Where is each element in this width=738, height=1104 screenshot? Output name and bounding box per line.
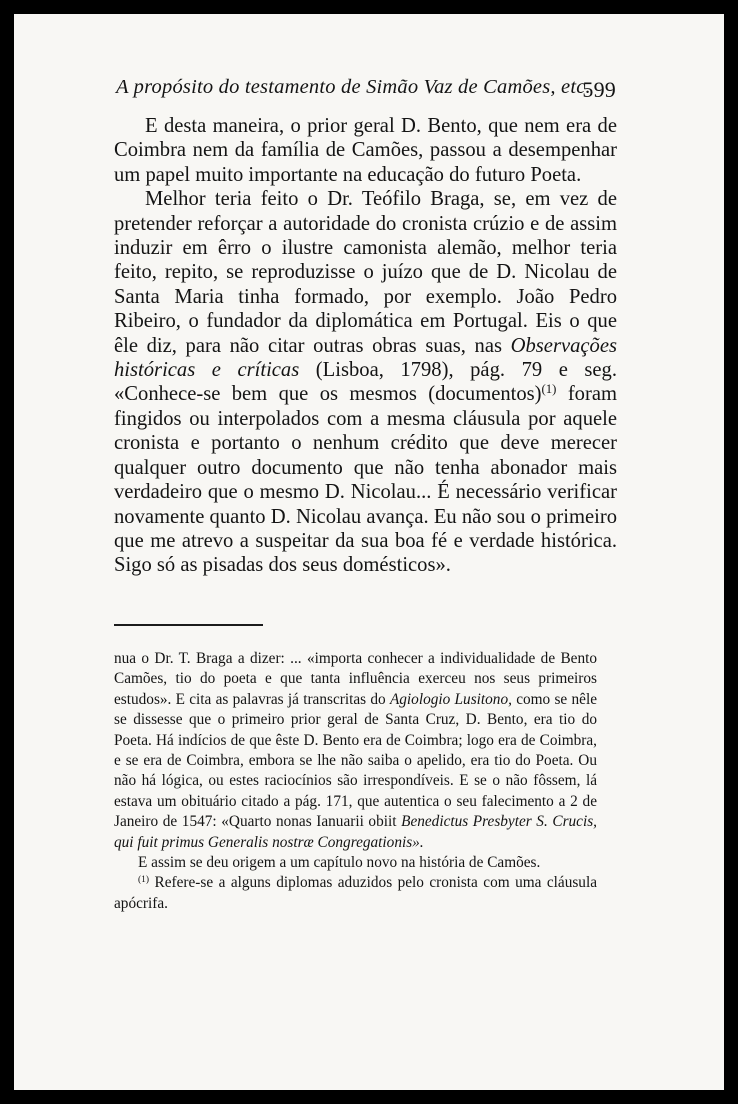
footnote-1-text: Refere-se a alguns diplomas aduzidos pelo cronista com uma cláusula apócrifa. [114, 874, 597, 912]
footnote-latin-quote: Benedictus Presbyter S. Crucis, qui fuit primus Generalis nostræ Congregationis». [114, 813, 597, 851]
footnote-separator [114, 624, 263, 626]
footnote-continuation-text-b: como se nêle se dissesse que o primeiro prior geral de Santa Cruz, D. Bento, era tio do Poeta. Há indícios de que êste D. Bento era de Coimbra; logo era de Coimbra, e se era de Coimbra, embora se lhe não saiba o apelido, era tio do Poeta. Ou não há lógica, ou estes raciocínios são irrespondíveis. E se o não fôssem, lá estava um obituário citado a pág. 171, que autentica o seu falecimento a 2 de Janeiro de 1547: «Quarto nonas Ianuarii obiit [114, 690, 597, 831]
paragraph-1: E desta maneira, o prior geral D. Bento, que nem era de Coimbra nem da família de Camões, passou a desempenhar um papel muito importante na educação do futuro Poeta. [114, 115, 617, 186]
paragraph-2 [114, 187, 617, 578]
paragraph-2-text-b: (Lisboa, 1798), pág. 79 e seg. «Conhece-se bem que os mesmos (documentos) [114, 359, 617, 406]
running-header [116, 76, 616, 110]
footnotes [114, 649, 597, 914]
footnote-continuation [114, 649, 597, 853]
footnote-cited-title: Agiologio Lusitono, [389, 690, 512, 708]
footnote-continuation-text-a: nua o Dr. T. Braga a dizer: ... «importa conhecer a individualidade de Bento Camões, tio do poeta e que tanta influência exerceu nos seus primeiros estudos». E cita as palavras já transcritas do [114, 650, 597, 708]
main-text [114, 114, 617, 578]
footnote-reference: (1) [541, 382, 557, 397]
paragraph-2-text-a: Melhor teria feito o Dr. Teófilo Braga, se, em vez de pretender reforçar a autoridade do cronista crúzio e de assim induzir em êrro o ilustre camonista alemão, melhor teria feito, repito, se reproduzisse o juízo que de D. Nicolau de Santa Maria tinha formado, por exemplo. João Pedro Ribeiro, o fundador da diplomática em Portugal. Eis o que êle diz, para não citar outras obras suas, nas [114, 188, 617, 357]
cited-work-title: Observações históricas e críticas [114, 334, 617, 382]
running-title: A propósito do testamento de Simão Vaz de Camões, etc. [116, 76, 591, 98]
footnote-1 [114, 873, 597, 914]
page-number: 599 [582, 77, 616, 102]
footnote-1-marker: (1) [138, 875, 150, 886]
footnote-closing-line: E assim se deu origem a um capítulo novo na história de Camões. [138, 854, 541, 872]
paragraph-2-text-c: foram fingidos ou interpolados com a mesma cláusula por aquele cronista e portanto o nenhum crédito que deve merecer qualquer outro documento que não tenha abonador mais verdadeiro que o mesmo D. Nicolau... É necessário verificar novamente quanto D. Nicolau avança. Eu não sou o primeiro que me atrevo a suspeitar da sua boa fé e verdade histórica. Sigo só as pisadas dos seus domésticos». [114, 383, 617, 577]
book-page [14, 14, 724, 1090]
